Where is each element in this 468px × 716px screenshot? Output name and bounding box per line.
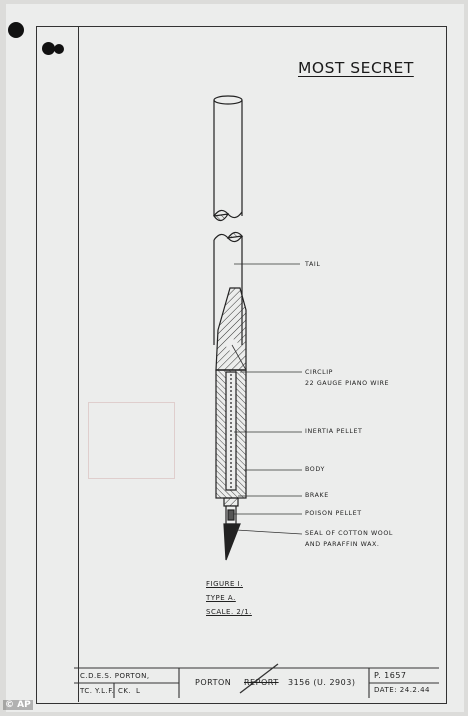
figure-scale: SCALE. 2/1. — [206, 608, 252, 616]
label-body: BODY — [305, 466, 325, 473]
title-block-ck-initials: L — [136, 687, 141, 695]
label-seal: SEAL OF COTTON WOOL — [305, 530, 394, 537]
dart-body — [216, 370, 246, 498]
title-block-tc: TC. — [80, 687, 93, 695]
title-block-report-number: 3156 (U. 2903) — [288, 678, 356, 687]
label-inertia-pellet: INERTIA PELLET — [305, 428, 363, 435]
tail-tube-upper — [214, 96, 242, 221]
title-block-report-prefix: PORTON — [195, 678, 232, 687]
title-block-org: C.D.E.S. PORTON, — [80, 672, 150, 680]
classification-heading: MOST SECRET — [298, 59, 414, 77]
label-brake: BRAKE — [305, 492, 329, 499]
label-poison-pellet: POISON PELLET — [305, 510, 362, 517]
figure-type: TYPE A. — [206, 594, 236, 602]
label-seal-sub: AND PARAFFIN WAX. — [305, 541, 380, 548]
dart-head — [216, 288, 246, 370]
title-block-ck: CK. — [118, 687, 132, 695]
dart-tip — [224, 498, 240, 560]
label-tail: TAIL — [305, 261, 321, 268]
label-circlip: CIRCLIP — [305, 369, 334, 376]
photo-credit: © AP — [5, 700, 31, 710]
title-block-report-word: REPORT — [244, 678, 279, 687]
title-block-tc-initials: Y.L.F. — [95, 687, 115, 695]
figure-title: FIGURE I. — [206, 580, 243, 588]
label-circlip-wire: 22 GAUGE PIANO WIRE — [305, 380, 390, 387]
title-block-page: P. 1657 — [374, 671, 407, 680]
title-block-date: DATE: 24.2.44 — [374, 686, 431, 694]
